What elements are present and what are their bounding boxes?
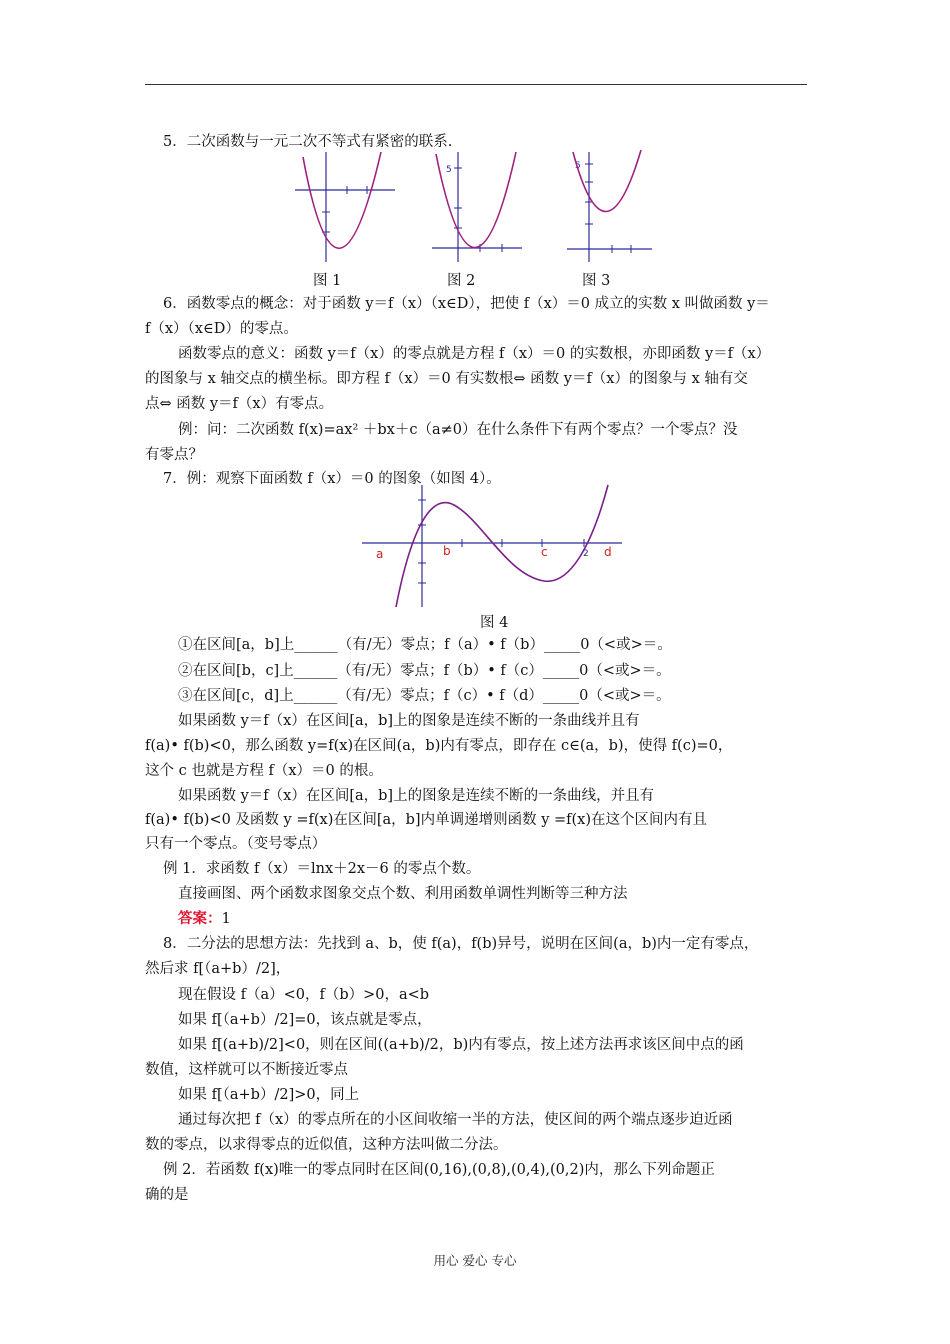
figure-2-caption: 图 2 [447, 273, 476, 289]
answer-label: 答案： [178, 910, 222, 927]
zero-meaning-line-3: 点⇔ 函数 y＝f（x）有零点。 [145, 396, 334, 412]
example-question-line-1: 例：问：二次函数 f(x)=ax² ＋bx＋c（a≠0）在什么条件下有两个零点？一个零点？没 [178, 422, 738, 438]
item-8-line-3: 现在假设 f（a）<0，f（b）>0，a<b [178, 987, 430, 1003]
figure-2-graph [432, 152, 522, 262]
figure-4-label-2: 2 [583, 549, 589, 559]
item-8-line-2: 然后求 f[（a+b）/2]， [145, 961, 291, 977]
theorem-2-line-3: 只有一个零点。（变号零点） [145, 836, 327, 852]
example-2-line-2: 确的是 [145, 1187, 189, 1203]
item-8-line-1: 8．二分法的思想方法：先找到 a、b，使 f(a)，f(b)异号，说明在区间(a，b)内一定有零点， [163, 936, 759, 952]
example-question-line-2: 有零点？ [145, 447, 203, 463]
item-8-line-5: 如果 f[(a+b)/2]<0，则在区间((a+b)/2，b)内有零点，按上述方法再求该区间中点的函 [178, 1037, 744, 1053]
figure-4-caption: 图 4 [480, 615, 509, 631]
figure-1-graph [295, 152, 395, 262]
question-circle-1: ①在区间[a，b]上______（有/无）零点；f（a）• f（b）_____0（<或>＝。 [178, 637, 672, 653]
figure-3-graph [567, 152, 652, 262]
figure-1-caption: 图 1 [313, 273, 342, 289]
theorem-1-line-3: 这个 c 也就是方程 f（x）＝0 的根。 [145, 763, 383, 779]
example-1-answer [178, 909, 231, 929]
figure-4-graph [362, 485, 622, 607]
header-rule [145, 84, 807, 85]
question-circle-2: ②在区间[b，c]上______（有/无）零点；f（b）• f（c）_____0（<或>＝。 [178, 663, 671, 679]
item-8-line-9: 数的零点，以求得零点的近似值，这种方法叫做二分法。 [145, 1137, 508, 1153]
example-2-line-1: 例 2．若函数 f(x)唯一的零点同时在区间(0,16),(0,8),(0,4),(0,2)内，那么下列命题正 [163, 1162, 715, 1178]
question-circle-3: ③在区间[c，d]上______（有/无）零点；f（c）• f（d）_____0（<或>＝。 [178, 688, 671, 704]
theorem-2-line-1: 如果函数 y＝f（x）在区间[a，b]上的图象是连续不断的一条曲线，并且有 [178, 788, 655, 804]
figure-3-tick-5: 5 [575, 161, 581, 171]
page-footer: 用心 爱心 专心 [433, 1253, 517, 1268]
figure-2-tick-5: 5 [446, 165, 452, 175]
item-8-line-8: 通过每次把 f（x）的零点所在的小区间收缩一半的方法，使区间的两个端点逐步迫近函 [178, 1112, 733, 1128]
item-6-line-2: f（x）（x∈D）的零点。 [145, 321, 298, 337]
figure-4-label-b: b [443, 544, 451, 558]
item-6-line-1: 6．函数零点的概念：对于函数 y＝f（x）（x∈D），把使 f（x）＝0 成立的实数 x 叫做函数 y＝ [163, 296, 770, 312]
figure-4-label-c: c [541, 545, 548, 559]
theorem-2-line-2: f(a)• f(b)<0 及函数 y =f(x)在区间[a，b]内单调递增则函数 y =f(x)在这个区间内有且 [145, 812, 708, 828]
figure-4-label-a: a [376, 547, 384, 561]
item-5: 5．二次函数与一元二次不等式有紧密的联系. [163, 134, 453, 150]
theorem-1-line-1: 如果函数 y＝f（x）在区间[a，b]上的图象是连续不断的一条曲线并且有 [178, 713, 640, 729]
item-7: 7．例：观察下面函数 f（x）＝0 的图象（如图 4）。 [163, 471, 501, 487]
example-1: 例 1．求函数 f（x）＝lnx＋2x－6 的零点个数。 [163, 861, 481, 877]
item-8-line-7: 如果 f[（a+b）/2]>0，同上 [178, 1087, 360, 1103]
answer-value: 1 [221, 911, 231, 927]
example-1-methods: 直接画图、两个函数求图象交点个数、利用函数单调性判断等三种方法 [178, 886, 628, 902]
figure-4-label-d: d [604, 545, 612, 559]
zero-meaning-line-2: 的图象与 x 轴交点的横坐标。即方程 f（x）＝0 有实数根⇔ 函数 y＝f（x）的图象与 x 轴有交 [145, 371, 748, 387]
item-8-line-4: 如果 f[（a+b）/2]=0，该点就是零点， [178, 1012, 432, 1028]
figure-3-caption: 图 3 [582, 273, 611, 289]
theorem-1-line-2: f(a)• f(b)<0，那么函数 y=f(x)在区间(a，b)内有零点，即存在 c∈(a，b)，使得 f(c)=0， [145, 738, 733, 754]
item-8-line-6: 数值，这样就可以不断接近零点 [145, 1062, 348, 1078]
zero-meaning-line-1: 函数零点的意义：函数 y＝f（x）的零点就是方程 f（x）＝0 的实数根，亦即函数 y＝f（x） [178, 346, 771, 362]
